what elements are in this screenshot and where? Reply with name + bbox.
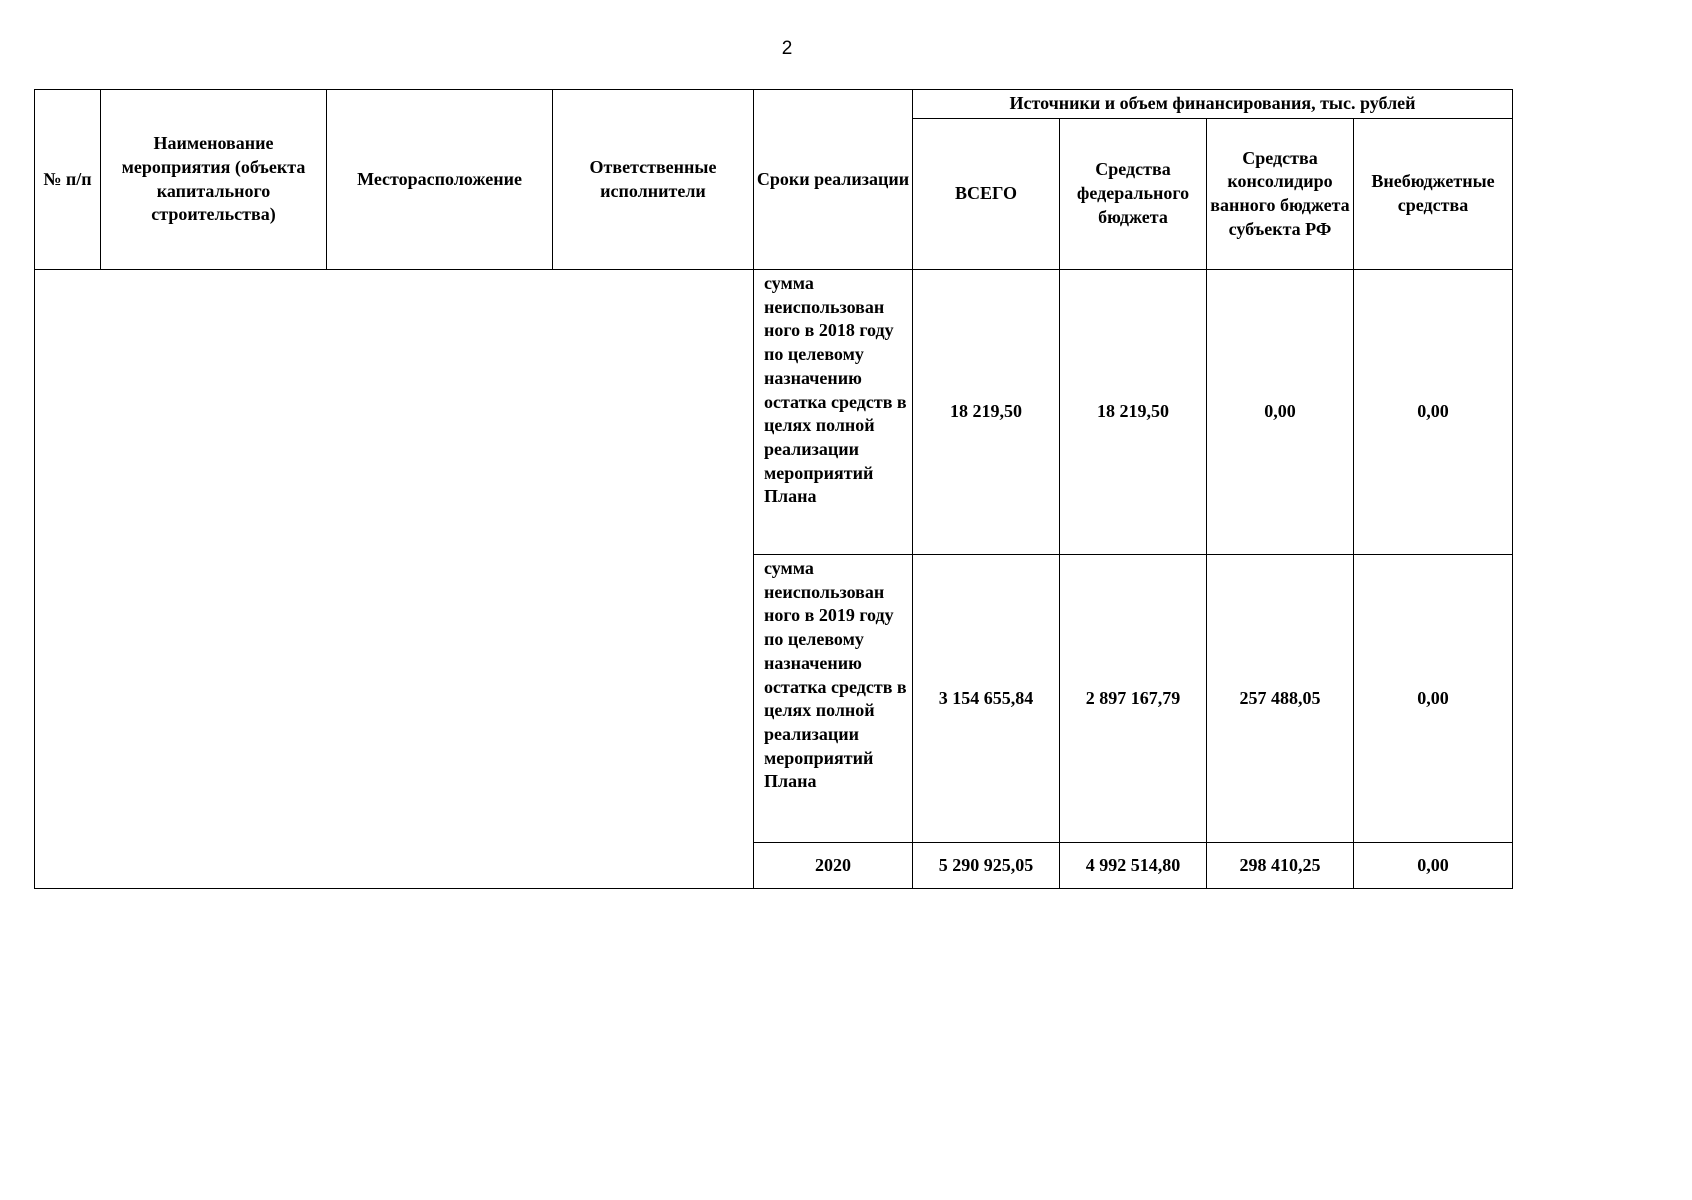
row-federal: 4 992 514,80 [1060, 843, 1207, 889]
row-regional: 298 410,25 [1207, 843, 1354, 889]
row-extra: 0,00 [1354, 843, 1513, 889]
row-total: 5 290 925,05 [913, 843, 1060, 889]
row-extra: 0,00 [1354, 555, 1513, 843]
row-regional: 0,00 [1207, 270, 1354, 555]
row-extra: 0,00 [1354, 270, 1513, 555]
header-responsible: Ответственные исполнители [553, 90, 754, 270]
header-sources-group: Источники и объем финансирования, тыс. рублей [913, 90, 1513, 119]
header-num: № п/п [35, 90, 101, 270]
row-regional: 257 488,05 [1207, 555, 1354, 843]
row-period: сумма неиспользован ного в 2018 году по целевому назначению остатка средств в целях полной реализации мероприятий Плана [754, 270, 913, 555]
header-federal: Средства федерального бюджета [1060, 119, 1207, 270]
table-row [35, 270, 1513, 555]
row-total: 18 219,50 [913, 270, 1060, 555]
header-name: Наименование мероприятия (объекта капитального строительства) [101, 90, 327, 270]
financing-table [34, 89, 1513, 889]
merged-empty-cell [35, 270, 754, 889]
header-period: Сроки реализации [754, 90, 913, 270]
row-federal: 18 219,50 [1060, 270, 1207, 555]
row-total: 3 154 655,84 [913, 555, 1060, 843]
header-regional: Средства консолидиро ванного бюджета субъекта РФ [1207, 119, 1354, 270]
header-location: Месторасположение [327, 90, 553, 270]
header-extra: Внебюджетные средства [1354, 119, 1513, 270]
page-number: 2 [781, 38, 793, 59]
row-federal: 2 897 167,79 [1060, 555, 1207, 843]
row-period: 2020 [754, 843, 913, 889]
row-period: сумма неиспользован ного в 2019 году по целевому назначению остатка средств в целях полной реализации мероприятий Плана [754, 555, 913, 843]
header-total: ВСЕГО [913, 119, 1060, 270]
